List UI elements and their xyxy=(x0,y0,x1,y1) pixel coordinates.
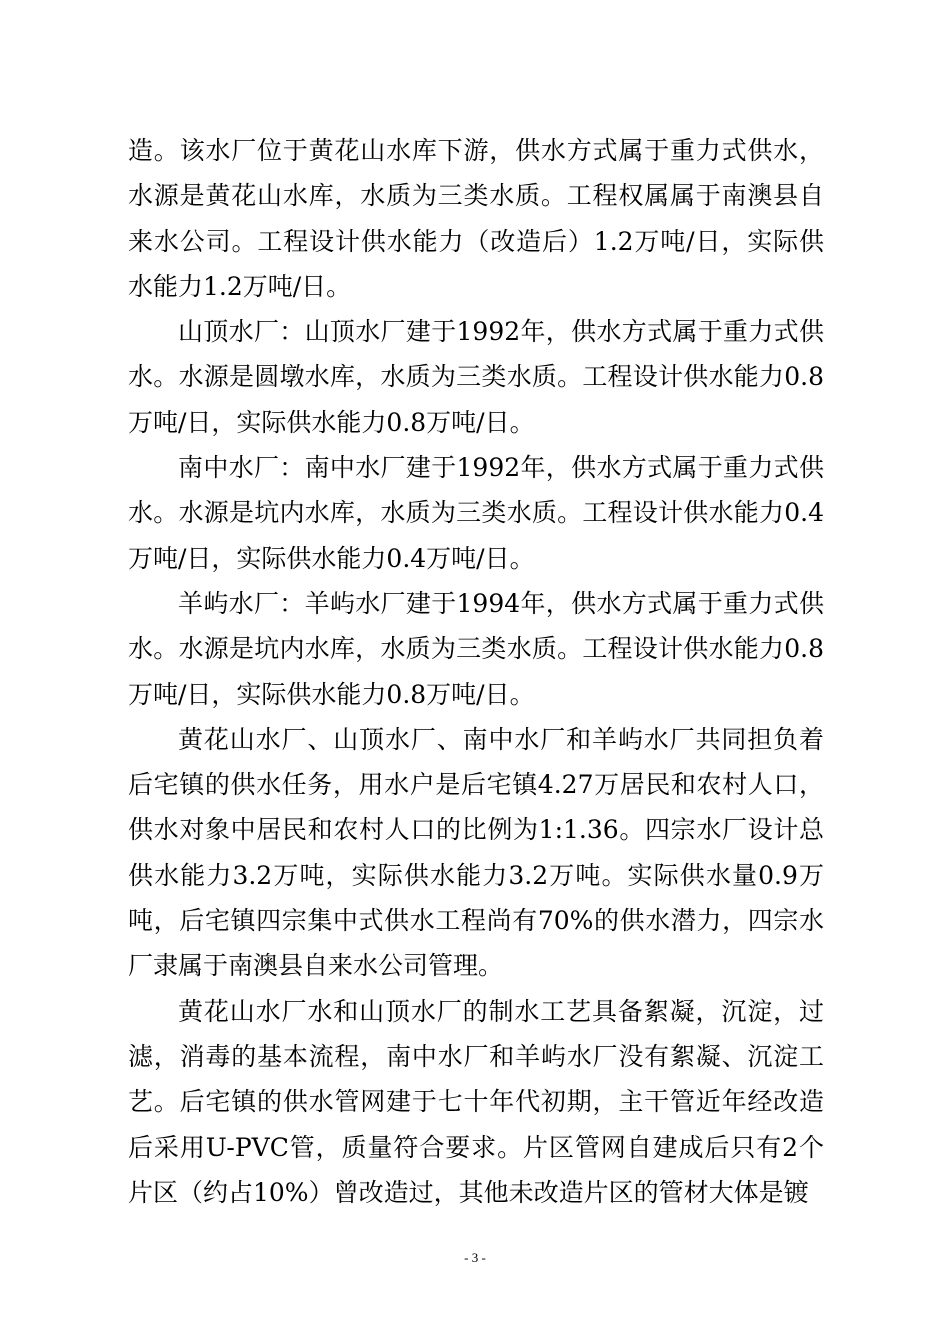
document-page xyxy=(128,128,824,1215)
paragraph-shanding-water-plant: 山顶水厂：山顶水厂建于1992年，供水方式属于重力式供水。水源是圆墩水库，水质为三类水质。工程设计供水能力0.8万吨/日，实际供水能力0.8万吨/日。 xyxy=(128,317,824,437)
page-number: - 3 - xyxy=(464,1250,486,1265)
paragraph-nanzhong-water-plant: 南中水厂：南中水厂建于1992年，供水方式属于重力式供水。水源是坑内水库，水质为三类水质。工程设计供水能力0.4万吨/日，实际供水能力0.4万吨/日。 xyxy=(128,453,824,573)
paragraph-treatment-process: 黄花山水厂水和山顶水厂的制水工艺具备絮凝，沉淀，过滤，消毒的基本流程，南中水厂和羊屿水厂没有絮凝、沉淀工艺。后宅镇的供水管网建于七十年代初期，主干管近年经改造后采用U-PVC管，质量符合要求。片区管网自建成后只有2个片区（约占10%）曾改造过，其他未改造片区的管材大体是镀 xyxy=(128,996,824,1207)
paragraph-yangyu-water-plant: 羊屿水厂：羊屿水厂建于1994年，供水方式属于重力式供水。水源是坑内水库，水质为三类水质。工程设计供水能力0.8万吨/日，实际供水能力0.8万吨/日。 xyxy=(128,588,824,709)
paragraph-huanghuashan-continued: 造。该水厂位于黄花山水库下游，供水方式属于重力式供水，水源是黄花山水库，水质为三类水质。工程权属属于南澳县自来水公司。工程设计供水能力（改造后）1.2万吨/日，实际供水能力1.2万吨/日。 xyxy=(128,136,824,301)
paragraph-water-supply-summary: 黄花山水厂、山顶水厂、南中水厂和羊屿水厂共同担负着后宅镇的供水任务，用水户是后宅镇4.27万居民和农村人口，供水对象中居民和农村人口的比例为1:1.36。四宗水厂设计总供水能力3.2万吨，实际供水能力3.2万吨。实际供水量0.9万吨，后宅镇四宗集中式供水工程尚有70%的供水潜力，四宗水厂隶属于南澳县自来水公司管理。 xyxy=(128,724,824,981)
